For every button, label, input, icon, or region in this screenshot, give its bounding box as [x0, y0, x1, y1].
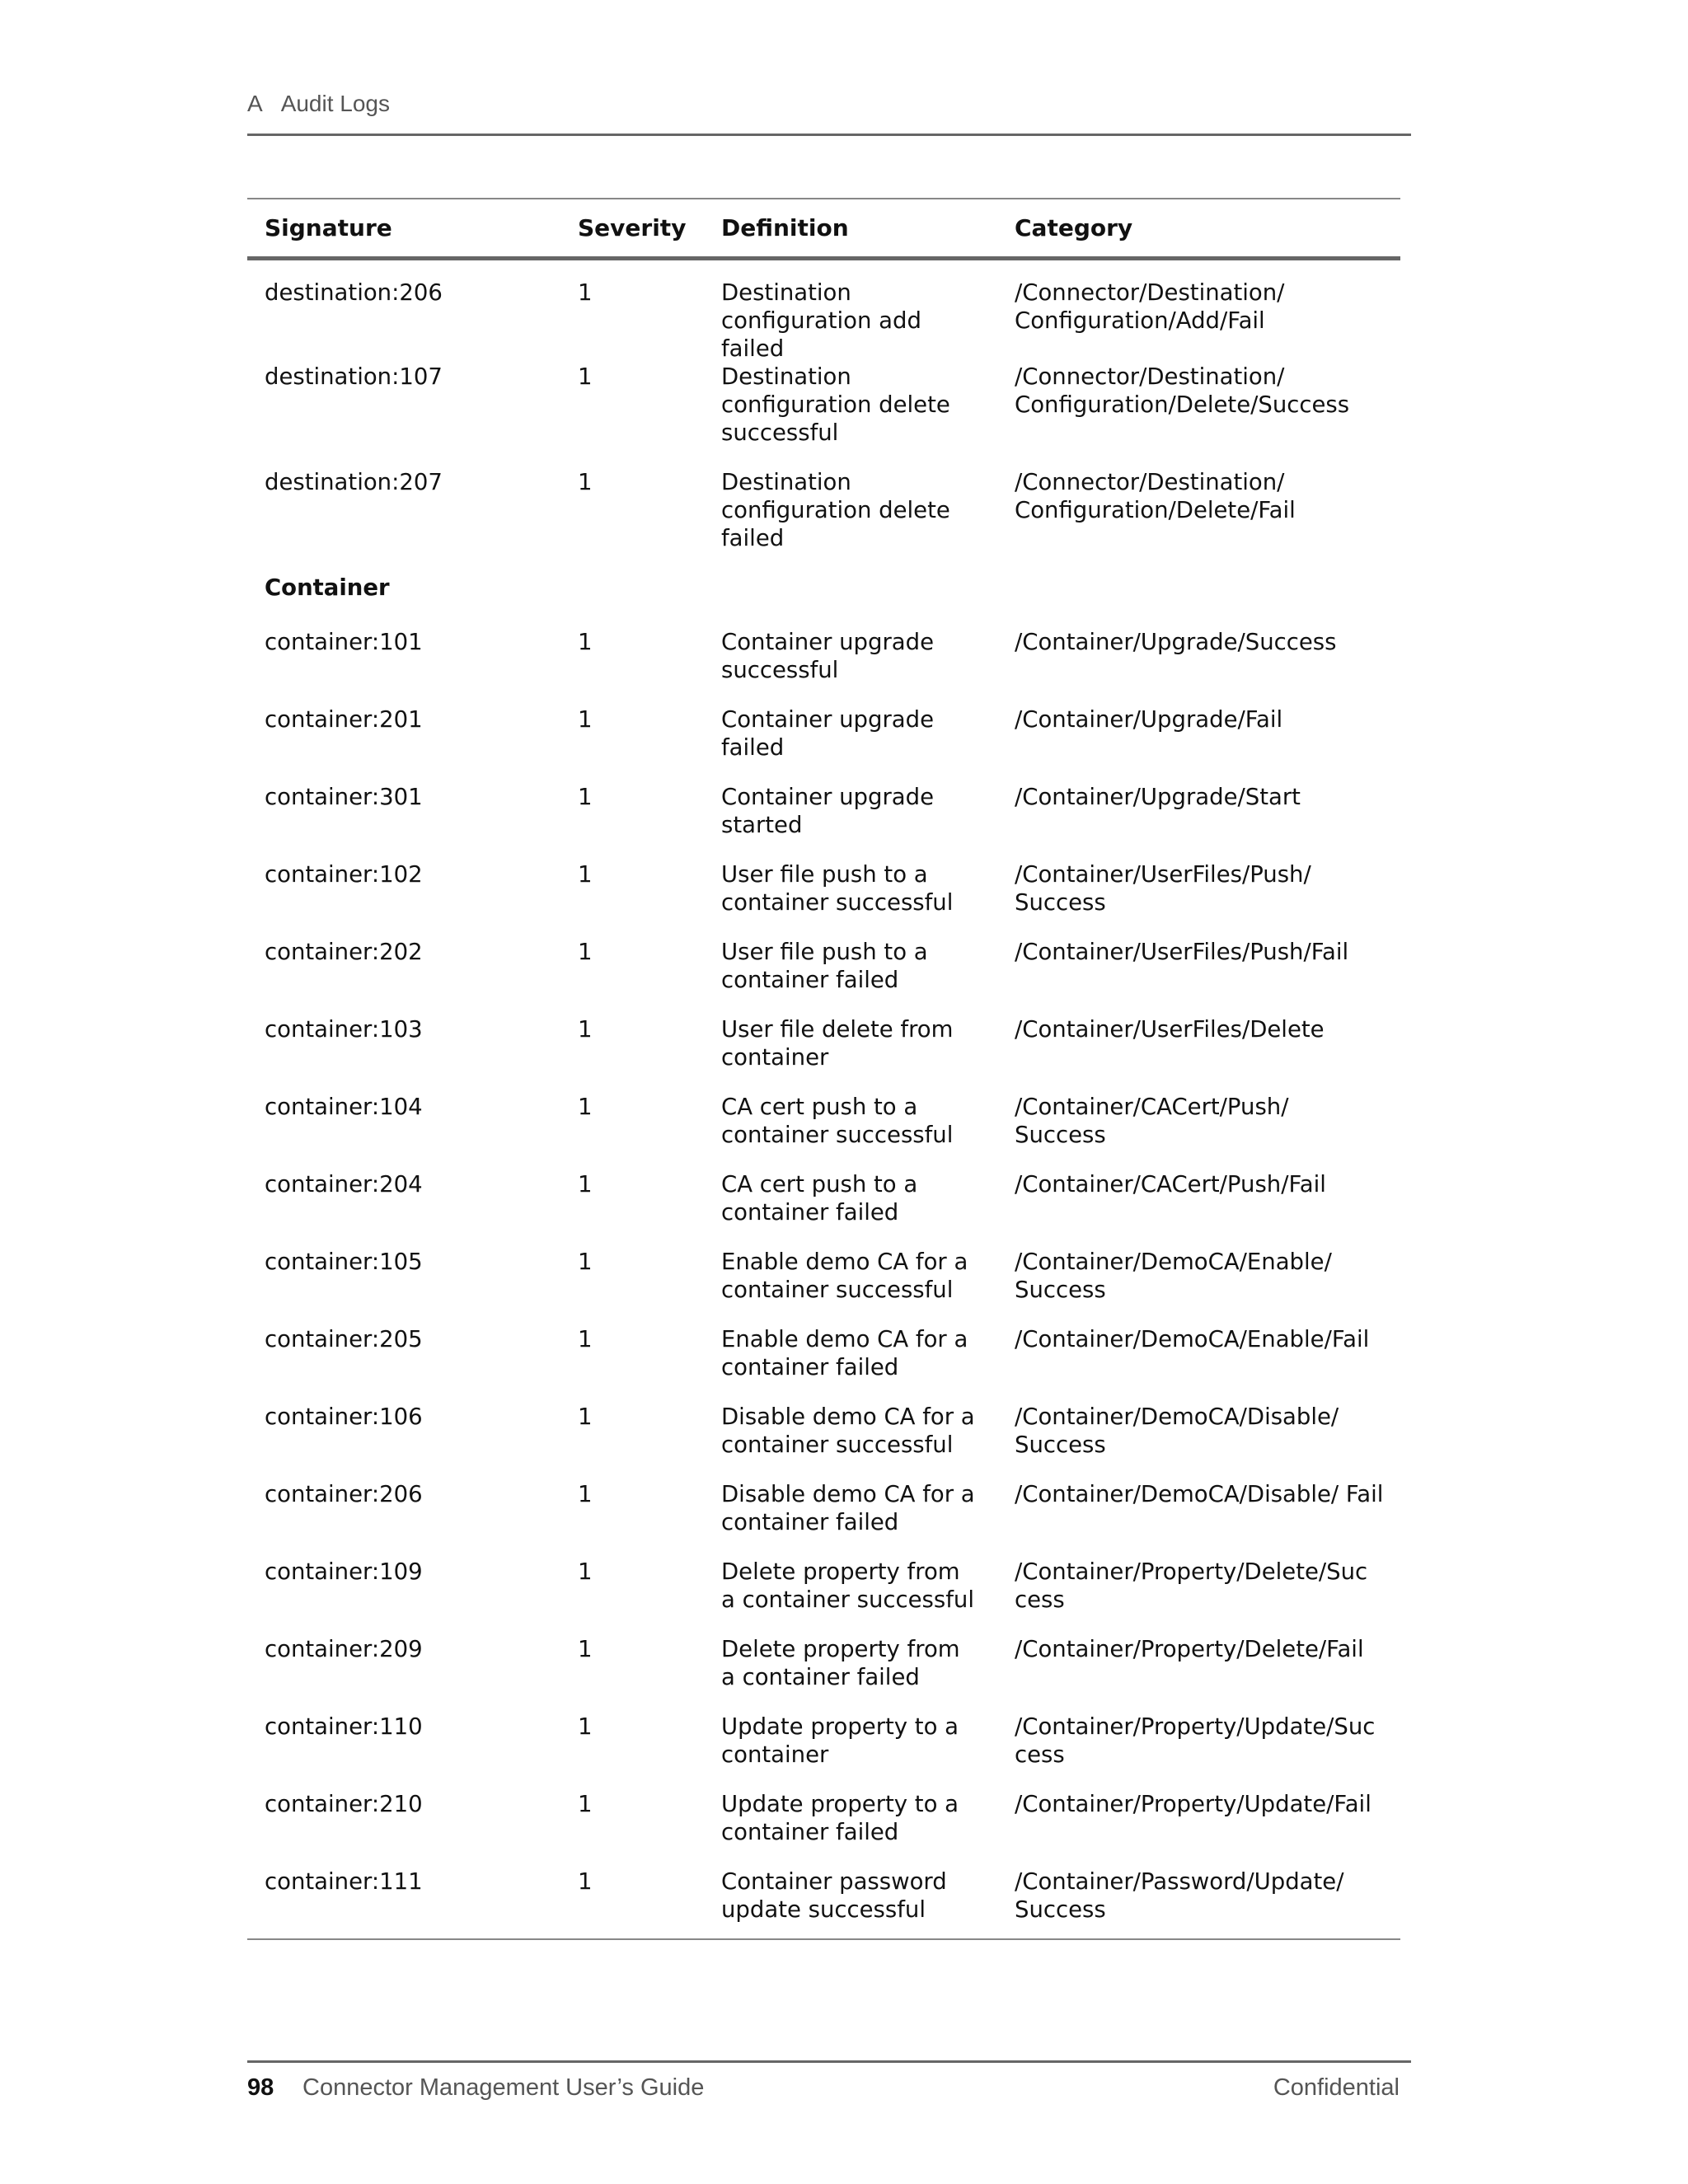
- page-header: [247, 91, 1411, 136]
- definition-cell: User file delete from container: [721, 1016, 954, 1071]
- definition-cell: Delete property from a container failed: [721, 1636, 960, 1690]
- confidential-label: Confidential: [1273, 2074, 1400, 2101]
- category-cell: /Connector/Destination/ Configuration/Delete/Success: [1015, 363, 1350, 418]
- table-row: [247, 1790, 1400, 1868]
- table-row: [247, 363, 1400, 468]
- definition-cell: CA cert push to a container failed: [721, 1171, 918, 1226]
- category-cell: /Container/UserFiles/Delete: [1015, 1016, 1325, 1043]
- severity-cell: 1: [578, 1636, 593, 1662]
- category-cell: /Connector/Destination/ Configuration/Add/Fail: [1015, 279, 1285, 334]
- signature-cell: container:111: [265, 1868, 423, 1895]
- table-row: [247, 468, 1400, 574]
- definition-cell: Destination configuration add failed: [721, 279, 921, 362]
- table-row: [247, 1558, 1400, 1635]
- severity-cell: 1: [578, 861, 593, 888]
- category-cell: /Connector/Destination/ Configuration/Delete/Fail: [1015, 469, 1296, 523]
- column-header-category: Category: [997, 199, 1400, 259]
- category-cell: /Container/DemoCA/Disable/ Fail: [1015, 1481, 1384, 1507]
- table-row: [247, 1093, 1400, 1170]
- page-footer: [247, 2060, 1411, 2112]
- severity-cell: 1: [578, 1326, 593, 1352]
- guide-title: Connector Management User’s Guide: [302, 2074, 705, 2101]
- category-cell: /Container/Property/Update/Suc cess: [1015, 1713, 1376, 1768]
- definition-cell: Enable demo CA for a container successful: [721, 1249, 968, 1303]
- page-number: 98: [247, 2074, 274, 2101]
- category-cell: /Container/Upgrade/Fail: [1015, 706, 1283, 733]
- severity-cell: 1: [578, 469, 593, 495]
- definition-cell: Container upgrade started: [721, 784, 935, 838]
- signature-cell: container:103: [265, 1016, 423, 1043]
- definition-cell: Container password update successful: [721, 1868, 947, 1923]
- category-cell: /Container/Upgrade/Success: [1015, 629, 1337, 655]
- severity-cell: 1: [578, 939, 593, 965]
- column-header-severity: Severity: [560, 199, 704, 259]
- table-row: [247, 1868, 1400, 1939]
- severity-cell: 1: [578, 279, 593, 306]
- severity-cell: 1: [578, 363, 593, 390]
- table-row: [247, 628, 1400, 705]
- table-row: [247, 1480, 1400, 1558]
- signature-cell: container:101: [265, 629, 423, 655]
- definition-cell: Delete property from a container successful: [721, 1558, 974, 1613]
- severity-cell: 1: [578, 1016, 593, 1043]
- table-row: [247, 1015, 1400, 1093]
- chapter-title: Audit Logs: [280, 91, 391, 116]
- definition-cell: Enable demo CA for a container failed: [721, 1326, 968, 1380]
- table-row: [247, 1403, 1400, 1480]
- category-cell: /Container/CACert/Push/Fail: [1015, 1171, 1326, 1197]
- severity-cell: 1: [578, 706, 593, 733]
- signature-cell: container:102: [265, 861, 423, 888]
- severity-cell: 1: [578, 1791, 593, 1817]
- table-row: [247, 1325, 1400, 1403]
- signature-cell: destination:107: [265, 363, 443, 390]
- signature-cell: container:109: [265, 1558, 423, 1585]
- table-header-row: [247, 199, 1400, 259]
- table-row: [247, 259, 1400, 363]
- table-row: [247, 1713, 1400, 1790]
- definition-cell: Disable demo CA for a container successful: [721, 1404, 975, 1458]
- severity-cell: 1: [578, 1868, 593, 1895]
- definition-cell: Update property to a container failed: [721, 1791, 959, 1845]
- definition-cell: Destination configuration delete successful: [721, 363, 950, 446]
- signature-cell: container:210: [265, 1791, 423, 1817]
- category-cell: /Container/Property/Delete/Suc cess: [1015, 1558, 1368, 1613]
- chapter-letter: A: [247, 91, 263, 116]
- table-row: [247, 783, 1400, 860]
- signature-cell: container:206: [265, 1481, 423, 1507]
- category-cell: /Container/DemoCA/Enable/Fail: [1015, 1326, 1370, 1352]
- category-cell: /Container/Property/Delete/Fail: [1015, 1636, 1364, 1662]
- section-row: [247, 574, 1400, 628]
- signature-cell: container:301: [265, 784, 423, 810]
- signature-cell: destination:206: [265, 279, 443, 306]
- table-row: [247, 1248, 1400, 1325]
- category-cell: /Container/Password/Update/ Success: [1015, 1868, 1344, 1923]
- table-row: [247, 705, 1400, 783]
- signature-cell: container:110: [265, 1713, 423, 1740]
- category-cell: /Container/Property/Update/Fail: [1015, 1791, 1372, 1817]
- severity-cell: 1: [578, 1404, 593, 1430]
- definition-cell: Disable demo CA for a container failed: [721, 1481, 975, 1535]
- category-cell: /Container/CACert/Push/ Success: [1015, 1094, 1289, 1148]
- signature-cell: container:209: [265, 1636, 423, 1662]
- definition-cell: CA cert push to a container successful: [721, 1094, 954, 1148]
- signature-cell: container:204: [265, 1171, 423, 1197]
- category-cell: /Container/DemoCA/Disable/ Success: [1015, 1404, 1339, 1458]
- signature-cell: destination:207: [265, 469, 443, 495]
- definition-cell: Destination configuration delete failed: [721, 469, 950, 551]
- category-cell: /Container/Upgrade/Start: [1015, 784, 1301, 810]
- table-row: [247, 1170, 1400, 1248]
- column-header-definition: Definition: [704, 199, 997, 259]
- severity-cell: 1: [578, 1094, 593, 1120]
- table-row: [247, 1635, 1400, 1713]
- severity-cell: 1: [578, 1249, 593, 1275]
- signature-cell: container:205: [265, 1326, 423, 1352]
- audit-log-table: [247, 198, 1400, 1940]
- severity-cell: 1: [578, 1558, 593, 1585]
- definition-cell: Update property to a container: [721, 1713, 959, 1768]
- severity-cell: 1: [578, 1481, 593, 1507]
- definition-cell: Container upgrade successful: [721, 629, 935, 683]
- signature-cell: container:202: [265, 939, 423, 965]
- signature-cell: container:106: [265, 1404, 423, 1430]
- severity-cell: 1: [578, 629, 593, 655]
- section-title-container: Container: [265, 574, 390, 601]
- category-cell: /Container/UserFiles/Push/ Success: [1015, 861, 1311, 916]
- table-row: [247, 938, 1400, 1015]
- severity-cell: 1: [578, 784, 593, 810]
- definition-cell: Container upgrade failed: [721, 706, 935, 761]
- signature-cell: container:104: [265, 1094, 423, 1120]
- table-row: [247, 860, 1400, 938]
- column-header-signature: Signature: [247, 199, 560, 259]
- severity-cell: 1: [578, 1713, 593, 1740]
- category-cell: /Container/UserFiles/Push/Fail: [1015, 939, 1349, 965]
- signature-cell: container:201: [265, 706, 423, 733]
- severity-cell: 1: [578, 1171, 593, 1197]
- definition-cell: User file push to a container failed: [721, 939, 928, 993]
- category-cell: /Container/DemoCA/Enable/ Success: [1015, 1249, 1332, 1303]
- signature-cell: container:105: [265, 1249, 423, 1275]
- definition-cell: User file push to a container successful: [721, 861, 954, 916]
